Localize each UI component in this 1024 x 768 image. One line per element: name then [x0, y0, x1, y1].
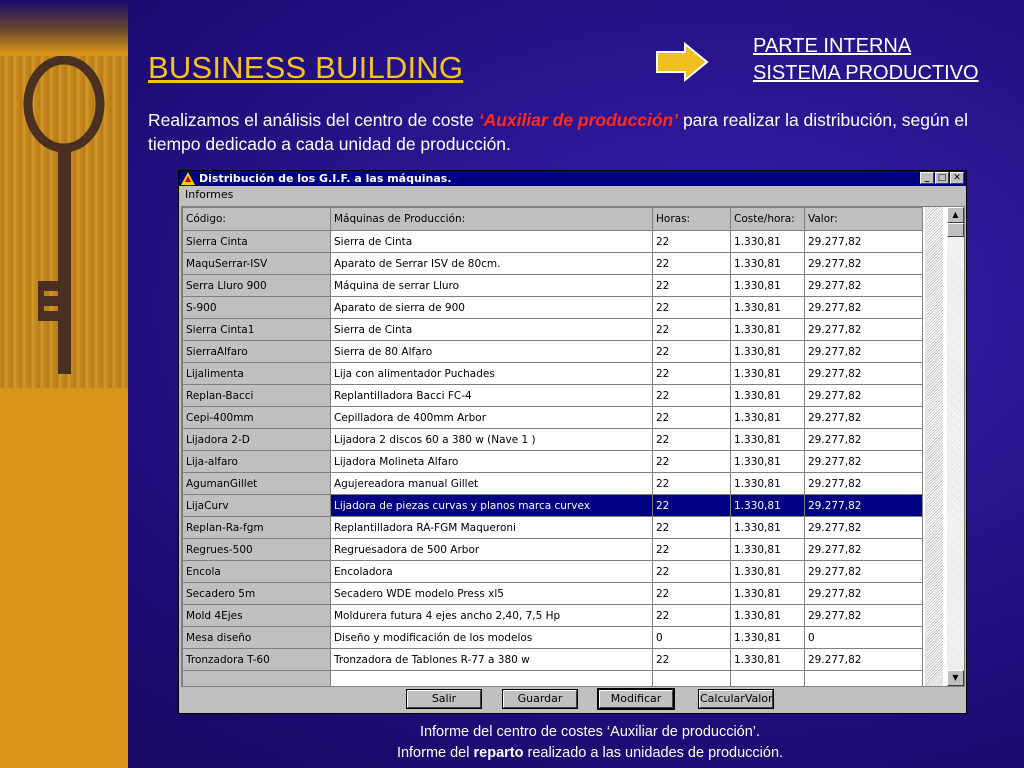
- window-title: Distribución de los G.I.F. a las máquinas.: [199, 172, 452, 185]
- caption-2-bold: reparto: [473, 745, 524, 761]
- cell-codigo[interactable]: Regrues-500: [183, 539, 331, 561]
- cell-codigo[interactable]: Encola: [183, 561, 331, 583]
- table-row[interactable]: [183, 517, 923, 539]
- header-horas[interactable]: Horas:: [653, 208, 731, 231]
- cell-codigo[interactable]: SierraAlfaro: [183, 341, 331, 363]
- antique-key-image: [0, 56, 128, 388]
- cell-codigo[interactable]: Replan-Ra-fgm: [183, 517, 331, 539]
- cell-maquina[interactable]: Regruesadora de 500 Arbor: [331, 539, 653, 561]
- salir-button[interactable]: Salir: [407, 690, 481, 708]
- cell-coste-hora[interactable]: 1.330,81: [731, 539, 805, 561]
- cell-codigo[interactable]: Secadero 5m: [183, 583, 331, 605]
- cell-maquina[interactable]: Replantilladora Bacci FC-4: [331, 385, 653, 407]
- cell-valor[interactable]: 29.277,82: [805, 539, 923, 561]
- table-row[interactable]: [183, 297, 923, 319]
- button-bar: [179, 687, 966, 711]
- cell-horas[interactable]: 22: [653, 341, 731, 363]
- cell-coste-hora[interactable]: 1.330,81: [731, 451, 805, 473]
- close-button[interactable]: ✕: [950, 172, 964, 184]
- cell-maquina[interactable]: Lijadora de piezas curvas y planos marca curvex: [331, 495, 653, 517]
- cell-valor[interactable]: 29.277,82: [805, 253, 923, 275]
- cell-valor[interactable]: 29.277,82: [805, 649, 923, 671]
- cell-maquina[interactable]: Moldurera futura 4 ejes ancho 2,40, 7,5 Hp: [331, 605, 653, 627]
- scroll-down-icon[interactable]: ▼: [947, 670, 964, 686]
- cell-horas[interactable]: 22: [653, 363, 731, 385]
- app-window: [178, 170, 967, 714]
- cell-maquina[interactable]: Máquina de serrar Lluro: [331, 275, 653, 297]
- intro-highlight: ‘Auxiliar de producción’: [478, 110, 679, 130]
- cell-valor[interactable]: 29.277,82: [805, 363, 923, 385]
- cell-valor[interactable]: 29.277,82: [805, 561, 923, 583]
- cell-codigo[interactable]: Cepi-400mm: [183, 407, 331, 429]
- cell-codigo[interactable]: Replan-Bacci: [183, 385, 331, 407]
- grid-empty-area: [925, 207, 943, 686]
- intro-text: [148, 108, 1018, 156]
- cell-maquina[interactable]: Lija con alimentador Puchades: [331, 363, 653, 385]
- cell-coste-hora[interactable]: 1.330,81: [731, 341, 805, 363]
- table-row[interactable]: [183, 561, 923, 583]
- caption-2-before: Informe del: [396, 745, 474, 761]
- calcular-valor-button[interactable]: CalcularValor: [699, 690, 773, 708]
- cell-codigo[interactable]: Sierra Cinta: [183, 231, 331, 253]
- cell-coste-hora[interactable]: 1.330,81: [731, 583, 805, 605]
- vertical-scrollbar[interactable]: [947, 207, 964, 686]
- cell-coste-hora[interactable]: 1.330,81: [731, 561, 805, 583]
- cell-horas[interactable]: 22: [653, 231, 731, 253]
- table-row[interactable]: [183, 319, 923, 341]
- cell-coste-hora[interactable]: 1.330,81: [731, 253, 805, 275]
- table-row[interactable]: [183, 363, 923, 385]
- cell-codigo[interactable]: MaquSerrar-ISV: [183, 253, 331, 275]
- section-line-2: SISTEMA PRODUCTIVO: [753, 62, 979, 84]
- cell-codigo[interactable]: Tronzadora T-60: [183, 649, 331, 671]
- table-row[interactable]: [183, 231, 923, 253]
- cell-horas[interactable]: 22: [653, 385, 731, 407]
- scroll-up-icon[interactable]: ▲: [947, 207, 964, 223]
- cell-valor[interactable]: 29.277,82: [805, 473, 923, 495]
- table-row[interactable]: [183, 451, 923, 473]
- cell-horas[interactable]: 22: [653, 429, 731, 451]
- table-row-empty: [183, 671, 923, 688]
- modificar-button[interactable]: Modificar: [599, 690, 673, 708]
- cell-codigo[interactable]: LijaCurv: [183, 495, 331, 517]
- cell-maquina[interactable]: Diseño y modificación de los modelos: [331, 627, 653, 649]
- right-arrow-icon: [655, 42, 711, 82]
- cell-horas[interactable]: 22: [653, 561, 731, 583]
- cell-coste-hora[interactable]: 1.330,81: [731, 429, 805, 451]
- header-valor[interactable]: Valor:: [805, 208, 923, 231]
- scroll-thumb[interactable]: [947, 223, 964, 237]
- cell-horas[interactable]: 22: [653, 451, 731, 473]
- cell-codigo[interactable]: Sierra Cinta1: [183, 319, 331, 341]
- cell-horas[interactable]: 22: [653, 605, 731, 627]
- cell-horas[interactable]: 22: [653, 517, 731, 539]
- cell-empty: [653, 671, 731, 688]
- cell-valor[interactable]: 0: [805, 627, 923, 649]
- cell-coste-hora[interactable]: 1.330,81: [731, 473, 805, 495]
- cell-codigo[interactable]: Serra Lluro 900: [183, 275, 331, 297]
- cell-valor[interactable]: 29.277,82: [805, 451, 923, 473]
- minimize-button[interactable]: _: [920, 172, 934, 184]
- cell-maquina[interactable]: Agujereadora manual Gillet: [331, 473, 653, 495]
- cell-maquina[interactable]: Sierra de Cinta: [331, 319, 653, 341]
- caption-line-2: [180, 745, 1000, 761]
- slide-title: BUSINESS BUILDING: [148, 50, 464, 85]
- data-grid[interactable]: [181, 206, 965, 687]
- cell-valor[interactable]: 29.277,82: [805, 319, 923, 341]
- window-titlebar[interactable]: [179, 171, 966, 186]
- menu-bar: [179, 186, 966, 204]
- cell-empty: [331, 671, 653, 688]
- cell-empty: [731, 671, 805, 688]
- table-row[interactable]: [183, 385, 923, 407]
- cell-maquina[interactable]: Aparato de sierra de 900: [331, 297, 653, 319]
- cell-coste-hora[interactable]: 1.330,81: [731, 363, 805, 385]
- cell-maquina[interactable]: Aparato de Serrar ISV de 80cm.: [331, 253, 653, 275]
- cell-maquina[interactable]: Encoladora: [331, 561, 653, 583]
- table-row[interactable]: [183, 627, 923, 649]
- table-row[interactable]: [183, 429, 923, 451]
- cell-maquina[interactable]: Lijadora 2 discos 60 a 380 w (Nave 1 ): [331, 429, 653, 451]
- menu-informes[interactable]: Informes: [185, 188, 234, 201]
- cell-maquina[interactable]: Lijadora Molineta Alfaro: [331, 451, 653, 473]
- cell-codigo[interactable]: Lijadora 2-D: [183, 429, 331, 451]
- cell-valor[interactable]: 29.277,82: [805, 495, 923, 517]
- cell-valor[interactable]: 29.277,82: [805, 407, 923, 429]
- header-codigo[interactable]: Código:: [183, 208, 331, 231]
- cell-valor[interactable]: 29.277,82: [805, 385, 923, 407]
- cell-coste-hora[interactable]: 1.330,81: [731, 297, 805, 319]
- cell-coste-hora[interactable]: 1.330,81: [731, 649, 805, 671]
- cell-maquina[interactable]: Sierra de 80 Alfaro: [331, 341, 653, 363]
- cell-coste-hora[interactable]: 1.330,81: [731, 407, 805, 429]
- cell-maquina[interactable]: Replantilladora RA-FGM Maqueroni: [331, 517, 653, 539]
- table-row[interactable]: [183, 495, 923, 517]
- grid-table: [182, 207, 923, 687]
- table-row[interactable]: [183, 253, 923, 275]
- cell-horas[interactable]: 22: [653, 649, 731, 671]
- cell-coste-hora[interactable]: 1.330,81: [731, 517, 805, 539]
- cell-horas[interactable]: 22: [653, 407, 731, 429]
- table-row[interactable]: [183, 583, 923, 605]
- cell-maquina[interactable]: Cepilladora de 400mm Arbor: [331, 407, 653, 429]
- cell-coste-hora[interactable]: 1.330,81: [731, 605, 805, 627]
- section-line-1: PARTE INTERNA: [753, 35, 912, 57]
- guardar-button[interactable]: Guardar: [503, 690, 577, 708]
- cell-codigo[interactable]: AgumanGillet: [183, 473, 331, 495]
- grid-header-row: [183, 208, 923, 231]
- cell-codigo[interactable]: Mold 4Ejes: [183, 605, 331, 627]
- cell-horas[interactable]: 22: [653, 473, 731, 495]
- caption-line-1: Informe del centro de costes ‘Auxiliar de producción’.: [419, 724, 761, 740]
- table-row[interactable]: [183, 649, 923, 671]
- intro-after: para realizar la distribución, según el tiempo dedicado a cada unidad de producción.: [148, 110, 968, 154]
- cell-coste-hora[interactable]: 1.330,81: [731, 495, 805, 517]
- cell-codigo[interactable]: Lijalimenta: [183, 363, 331, 385]
- cell-horas[interactable]: 22: [653, 275, 731, 297]
- cell-valor[interactable]: 29.277,82: [805, 297, 923, 319]
- cell-horas[interactable]: 22: [653, 495, 731, 517]
- cell-horas[interactable]: 22: [653, 253, 731, 275]
- table-row[interactable]: [183, 473, 923, 495]
- cell-valor[interactable]: 29.277,82: [805, 583, 923, 605]
- cell-coste-hora[interactable]: 1.330,81: [731, 385, 805, 407]
- intro-before: Realizamos el análisis del centro de coste: [148, 110, 479, 130]
- cell-coste-hora[interactable]: 1.330,81: [731, 275, 805, 297]
- cell-codigo[interactable]: Mesa diseño: [183, 627, 331, 649]
- cell-maquina[interactable]: Secadero WDE modelo Press xl5: [331, 583, 653, 605]
- app-icon: [181, 172, 195, 185]
- cell-valor[interactable]: 29.277,82: [805, 429, 923, 451]
- table-row[interactable]: [183, 605, 923, 627]
- table-row[interactable]: [183, 539, 923, 561]
- cell-empty: [805, 671, 923, 688]
- cell-maquina[interactable]: Sierra de Cinta: [331, 231, 653, 253]
- cell-horas[interactable]: 22: [653, 539, 731, 561]
- cell-maquina[interactable]: Tronzadora de Tablones R-77 a 380 w: [331, 649, 653, 671]
- cell-horas[interactable]: 22: [653, 319, 731, 341]
- cell-empty: [183, 671, 331, 688]
- cell-valor[interactable]: 29.277,82: [805, 231, 923, 253]
- caption-2-after: realizado a las unidades de producción.: [523, 745, 784, 761]
- cell-horas[interactable]: 22: [653, 583, 731, 605]
- cell-codigo[interactable]: S-900: [183, 297, 331, 319]
- cell-valor[interactable]: 29.277,82: [805, 341, 923, 363]
- maximize-button[interactable]: □: [935, 172, 949, 184]
- cell-coste-hora[interactable]: 1.330,81: [731, 231, 805, 253]
- cell-horas[interactable]: 22: [653, 297, 731, 319]
- section-label: [753, 33, 979, 87]
- table-row[interactable]: [183, 341, 923, 363]
- cell-horas[interactable]: 0: [653, 627, 731, 649]
- header-coste-hora[interactable]: Coste/hora:: [731, 208, 805, 231]
- cell-valor[interactable]: 29.277,82: [805, 517, 923, 539]
- cell-coste-hora[interactable]: 1.330,81: [731, 627, 805, 649]
- cell-valor[interactable]: 29.277,82: [805, 605, 923, 627]
- table-row[interactable]: [183, 407, 923, 429]
- header-maquinas[interactable]: Máquinas de Producción:: [331, 208, 653, 231]
- table-row[interactable]: [183, 275, 923, 297]
- cell-valor[interactable]: 29.277,82: [805, 275, 923, 297]
- cell-codigo[interactable]: Lija-alfaro: [183, 451, 331, 473]
- cell-coste-hora[interactable]: 1.330,81: [731, 319, 805, 341]
